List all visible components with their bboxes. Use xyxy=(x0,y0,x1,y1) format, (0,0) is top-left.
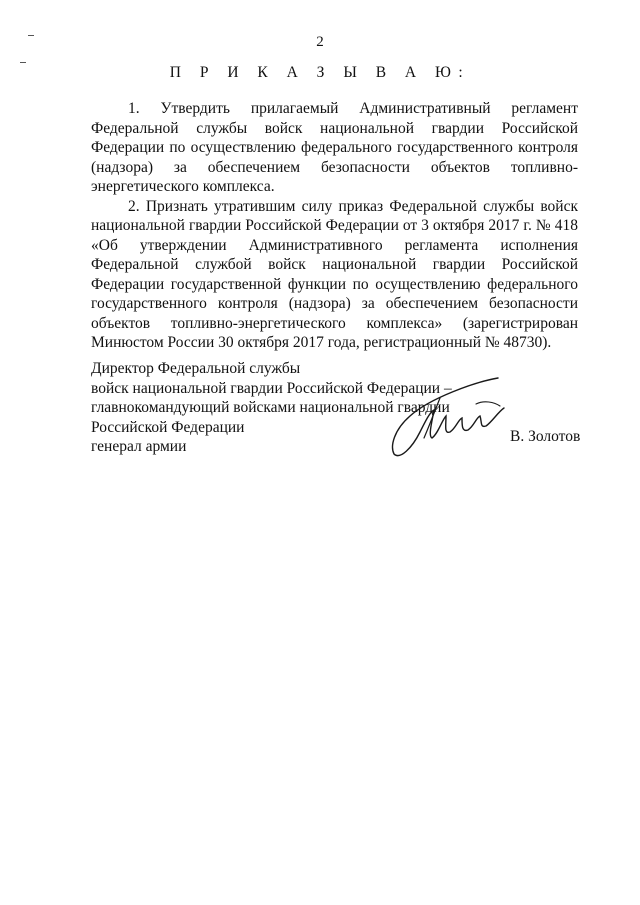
handwritten-signature xyxy=(380,368,520,468)
signatory-line: войск национальной гвардии Российской Федерации – xyxy=(91,379,452,397)
paragraph-1: 1. Утвердить прилагаемый Административный регламент Федеральной службы войск национальной гвардии Российской Федерации по осуществлению федерального государственного контроля (надзора) за обеспечением безопасности объектов топливно-энергетического комплекса. xyxy=(91,100,578,195)
signer-name: В. Золотов xyxy=(510,428,581,445)
signatory-line: главнокомандующий войсками национальной гвардии xyxy=(91,399,450,416)
order-body xyxy=(91,99,578,353)
paragraph-2: 2. Признать утратившим силу приказ Федеральной службы войск национальной гвардии Российской Федерации от 3 октября 2017 г. № 418 «Об утверждении Административного регламента исполнения Федеральной службой войск национальной гвардии Российской Федерации государственной функции по осуществлению федерального государственного контроля (надзора) за обеспечением безопасности объектов топливно-энергетического комплекса» (зарегистрирован Минюстом России 30 октября 2017 года, регистрационный № 48730). xyxy=(91,197,578,351)
scan-speck xyxy=(20,62,26,63)
signatory-line: Российской Федерации xyxy=(91,418,245,436)
signatory-line: Директор Федеральной службы xyxy=(91,360,301,377)
order-heading: П Р И К А З Ы В А Ю: xyxy=(169,64,471,81)
signatory-line: генерал армии xyxy=(91,438,187,455)
page-number: 2 xyxy=(316,34,324,50)
